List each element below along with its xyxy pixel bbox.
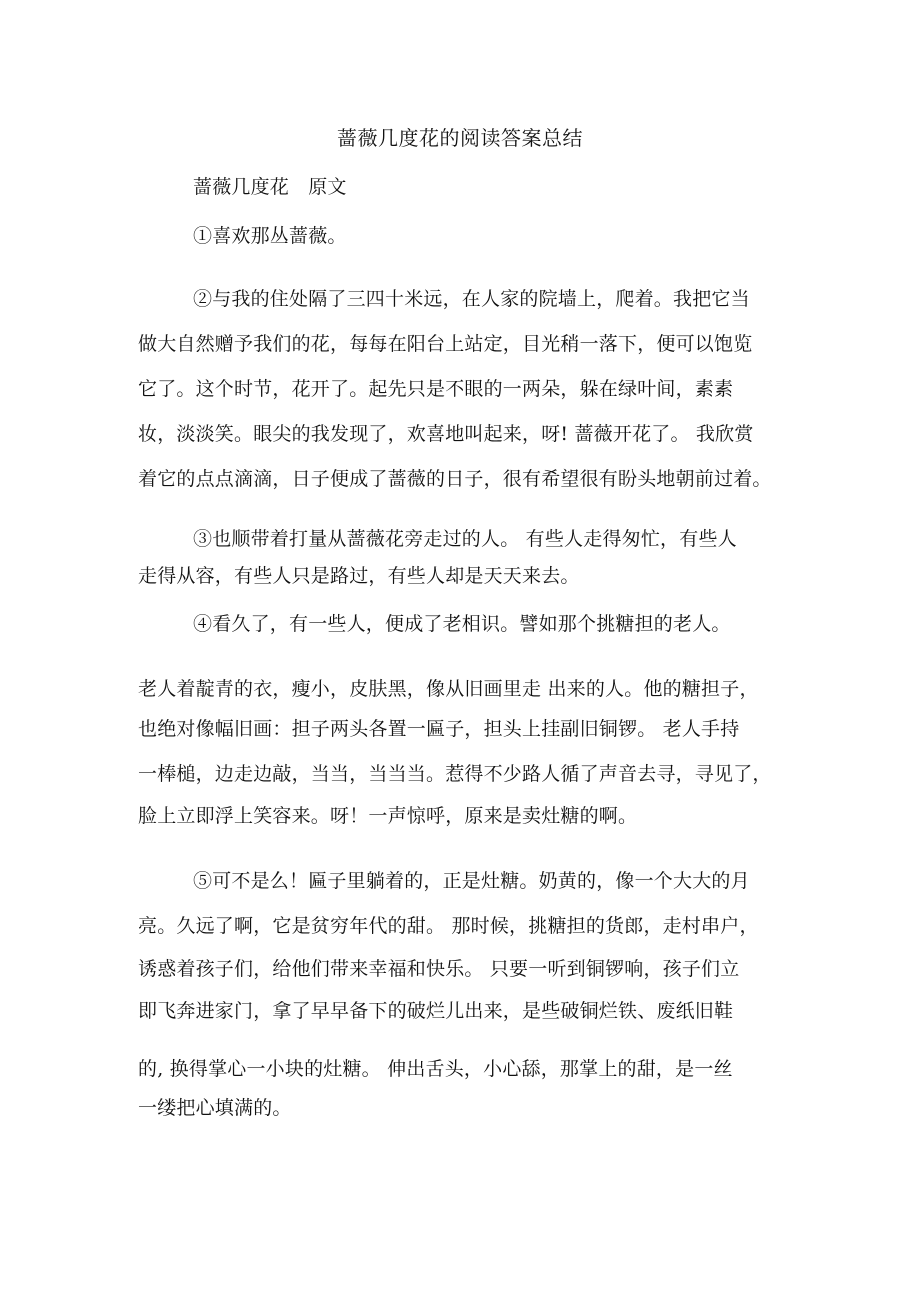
paragraph-4-line-4: 一棒槌，边走边敲，当当，当当当。惹得不少路人循了声音去寻，寻见了， [138, 763, 772, 785]
paragraph-5-line-2: 亮。久远了啊，它是贫穷年代的甜。 那时候，挑糖担的货郎，走村串户， [138, 915, 759, 937]
subtitle: 蔷薇几度花 原文 [193, 176, 347, 198]
paragraph-5-line-1: ⑤可不是么！匾子里躺着的，正是灶糖。奶黄的，像一个大大的月 [193, 870, 750, 892]
paragraph-2-line-1: ②与我的住处隔了三四十米远，在人家的院墙上，爬着。我把它当 [193, 288, 750, 310]
paragraph-5-line-4: 即飞奔进家门，拿了早早备下的破烂儿出来，是些破铜烂铁、废纸旧鞋 [138, 1000, 734, 1022]
paragraph-3-line-2: 走得从容，有些人只是路过，有些人却是天天来去。 [138, 565, 580, 587]
paragraph-5-line-6: 一缕把心填满的。 [138, 1097, 292, 1119]
paragraph-5-line-3: 诱惑着孩子们，给他们带来幸福和快乐。 只要一听到铜锣响，孩子们立 [138, 958, 740, 980]
paragraph-4-line-3: 也绝对像幅旧画：担子两头各置一匾子，担头上挂副旧铜锣。 老人手持 [138, 718, 740, 740]
paragraph-5-line-5: 的, 换得掌心一小块的灶糖。 伸出舌头，小心舔，那掌上的甜，是一丝 [138, 1058, 733, 1080]
paragraph-4-line-5: 脸上立即浮上笑容来。呀！一声惊呼，原来是卖灶糖的啊。 [138, 805, 638, 827]
document-title: 蔷薇几度花的阅读答案总结 [337, 126, 583, 150]
paragraph-2-line-3: 它了。这个时节，花开了。起先只是不眼的一两朵，躲在绿叶间，素素 [138, 378, 734, 400]
paragraph-2-line-4: 妆，淡淡笑。眼尖的我发现了，欢喜地叫起来，呀! 蔷薇开花了。 我欣赏 [138, 423, 754, 445]
paragraph-3-line-1: ③也顺带着打量从蔷薇花旁走过的人。 有些人走得匆忙，有些人 [193, 528, 737, 550]
paragraph-1-line-1: ①喜欢那丛蔷薇。 [193, 225, 347, 247]
paragraph-4-line-2: 老人着靛青的衣，瘦小，皮肤黑，像从旧画里走 出来的人。他的糖担子， [138, 678, 759, 700]
paragraph-2-line-5: 着它的点点滴滴，日子便成了蔷薇的日子，很有希望很有盼头地朝前过着。 [138, 468, 772, 490]
paragraph-2-line-2: 做大自然赠予我们的花，每每在阳台上站定，目光稍一落下，便可以饱览 [138, 333, 753, 355]
paragraph-4-line-1: ④看久了，有一些人，便成了老相识。譬如那个挑糖担的老人。 [193, 613, 731, 635]
